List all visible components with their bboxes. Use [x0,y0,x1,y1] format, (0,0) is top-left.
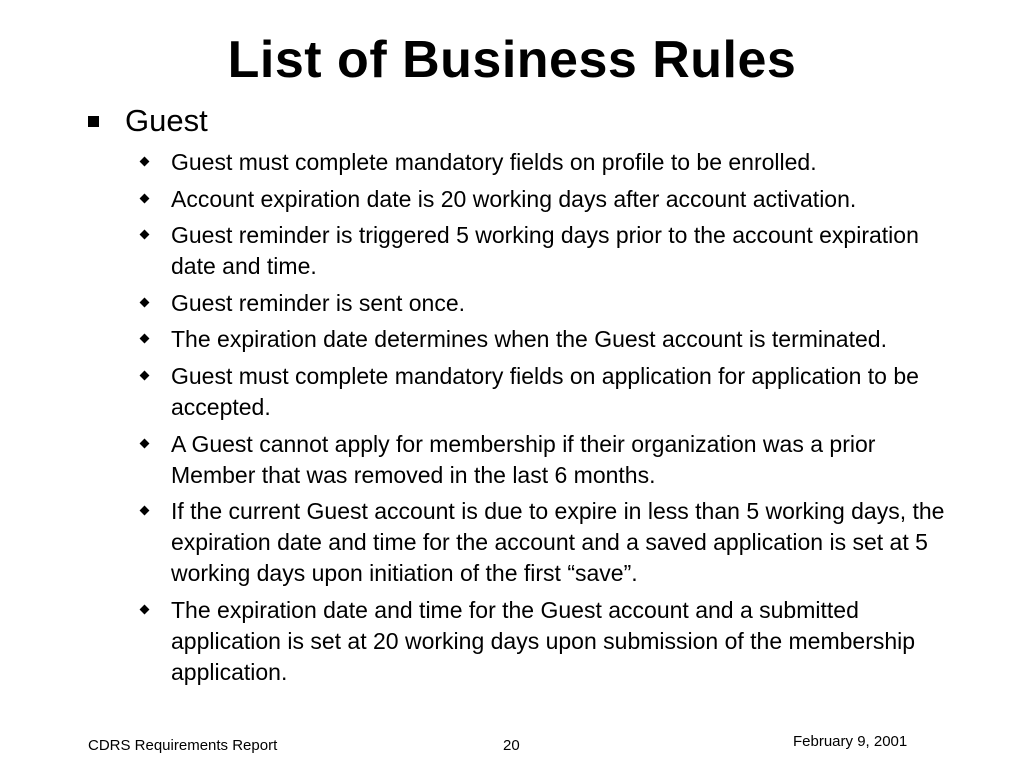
sub-bullet-item [138,429,958,491]
sub-bullet-text: Guest reminder is triggered 5 working days prior to the account expiration date and time. [171,222,919,280]
diamond-bullet-icon [140,371,150,381]
footer-date: February 9, 2001 [793,733,908,750]
sub-bullet-text: Guest must complete mandatory fields on profile to be enrolled. [171,149,817,175]
slide-title: List of Business Rules [227,31,797,89]
diamond-bullet-icon [140,438,150,448]
sub-bullet-item [138,595,958,688]
sub-bullet-item [138,184,958,215]
diamond-bullet-icon [140,604,150,614]
sub-bullet-list [138,147,958,693]
sub-bullet-item [138,361,958,423]
sub-bullet-text: Guest must complete mandatory fields on application for application to be accepted. [171,362,919,420]
footer-report-name: CDRS Requirements Report [88,737,278,754]
diamond-bullet-icon [140,193,150,203]
sub-bullet-item [138,324,958,355]
main-bullet-label: Guest [125,103,208,138]
diamond-bullet-icon [140,334,150,344]
sub-bullet-text: The expiration date and time for the Guest account and a submitted application is set at 20 working days upon submission of the membership application. [171,596,916,685]
sub-bullet-text: The expiration date determines when the Guest account is terminated. [171,326,887,353]
square-bullet-icon [88,116,99,127]
sub-bullet-item [138,496,958,589]
sub-bullet-text: Account expiration date is 20 working days after account activation. [171,185,857,212]
diamond-bullet-icon [140,506,150,516]
sub-bullet-text: A Guest cannot apply for membership if their organization was a prior Member that was removed in the last 6 months. [171,430,876,488]
sub-bullet-item [138,288,958,319]
sub-bullet-item [138,147,958,178]
footer-page-number: 20 [503,737,520,754]
sub-bullet-text: If the current Guest account is due to expire in less than 5 working days, the expiration date and time for the account and a saved application is set at 5 working days upon initiation of the first “save”. [171,498,945,587]
diamond-bullet-icon [140,297,150,307]
diamond-bullet-icon [140,157,150,167]
sub-bullet-text: Guest reminder is sent once. [171,289,466,316]
sub-bullet-item [138,220,958,282]
diamond-bullet-icon [140,230,150,240]
